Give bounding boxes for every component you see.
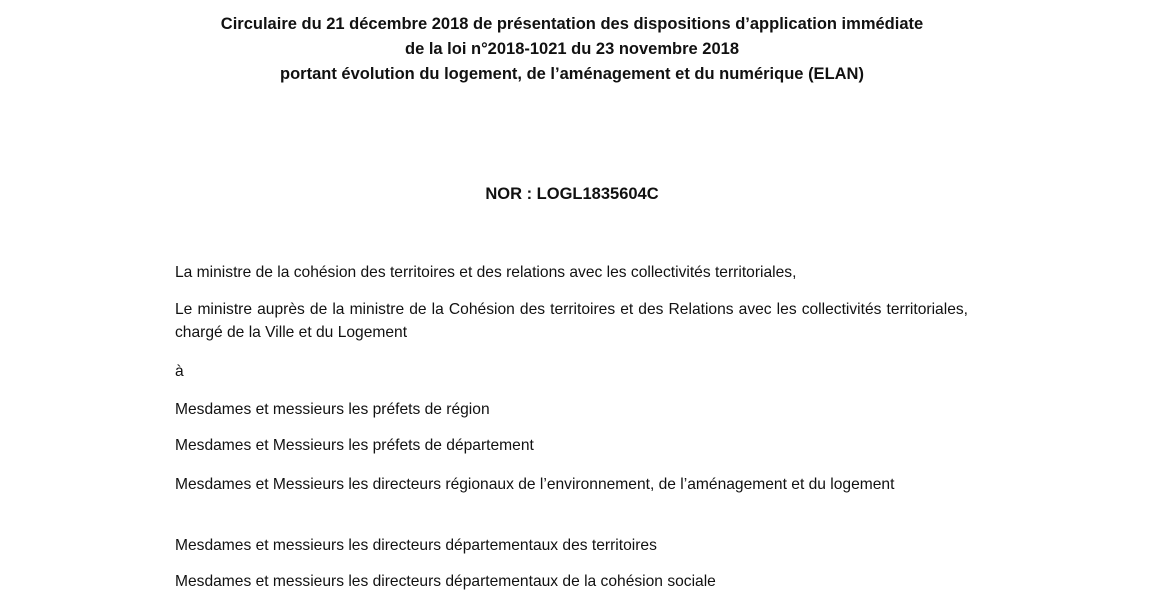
recipient-item: Mesdames et Messieurs les directeurs régionaux de l’environnement, de l’aménagement et du logement: [175, 476, 895, 493]
sender-deputy-minister: Le ministre auprès de la ministre de la Cohésion des territoires et des Relations avec les collectivités territoriales, chargé de la Ville et du Logement: [175, 301, 968, 341]
nor-reference: NOR : LOGL1835604C: [485, 185, 659, 203]
title-line-2: de la loi n°2018-1021 du 23 novembre 2018: [404, 40, 739, 58]
title-line-1: Circulaire du 21 décembre 2018 de présentation des dispositions d’application immédiate: [220, 15, 924, 33]
document-title: [0, 12, 1144, 87]
recipient-item: Mesdames et Messieurs les préfets de département: [175, 437, 534, 454]
recipient-item: Mesdames et messieurs les préfets de région: [175, 401, 490, 418]
sender-minister: La ministre de la cohésion des territoires et des relations avec les collectivités territoriales,: [175, 264, 797, 281]
recipient-item: Mesdames et messieurs les directeurs départementaux de la cohésion sociale: [175, 573, 716, 590]
addressee-to: à: [175, 363, 184, 380]
title-line-3: portant évolution du logement, de l’aménagement et du numérique (ELAN): [280, 65, 864, 83]
recipient-item: Mesdames et messieurs les directeurs départementaux des territoires: [175, 537, 657, 554]
